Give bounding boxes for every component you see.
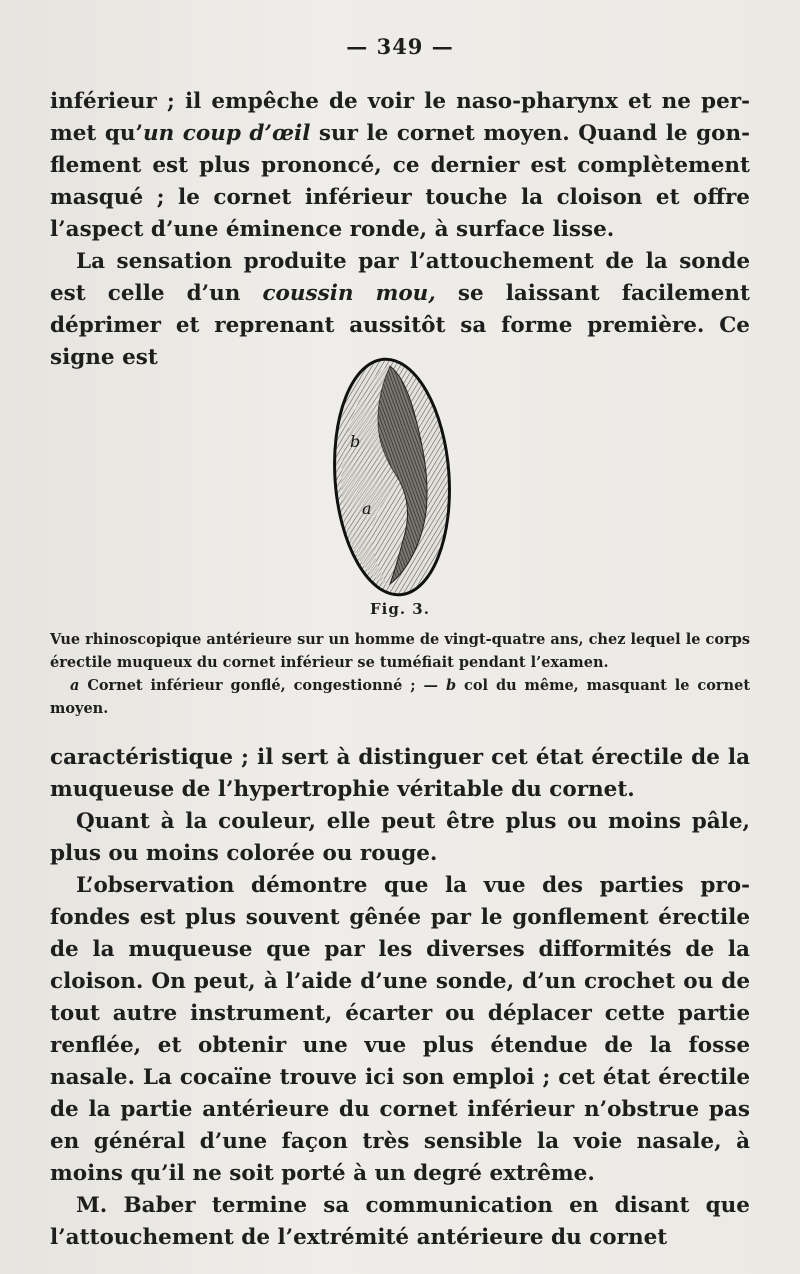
paragraph [50,1190,750,1254]
page-number: — 349 — [346,34,454,59]
text-run: sur le cornet moyen. Quand le gon-flement est plus prononcé, ce dernier est complètement masqué ; le cornet inférieur touche la cloison et offre l’aspect d’une éminence ronde, à surface lisse. [50,121,750,242]
paragraph [50,806,750,870]
caption-main: Vue rhinoscopique antérieure sur un homme de vingt-quatre ans, chez lequel le corps érectile muqueux du cornet inférieur se tuméfiait pendant l’examen. [50,631,750,671]
text-run: se laissant facilement déprimer et reprenant aussitôt sa forme première. Ce signe est [50,281,750,370]
text-run: Quant à la couleur, elle peut être plus ou moins pâle, plus ou moins colorée ou rouge. [50,809,750,866]
text-run: L’observation démontre que la vue des parties pro-fondes est plus souvent gênée par le gonflement érectile de la muqueuse que par les diverses difformités de la cloison. On peut, à l’aide d’une sonde, d’un crochet ou de tout autre instrument, écarter ou déplacer cette partie renflée, et obtenir une vue plus étendue de la fosse nasale. La cocaïne trouve ici son emploi ; cet état érectile de la partie antérieure du cornet inférieur n’obstrue pas en général d’une façon très sensible la voie nasale, à moins qu’il ne soit porté à un degré extrême. [50,873,750,1186]
italic-phrase: coussin mou, [262,281,436,306]
text-run: caractéristique ; il sert à distinguer cet état érectile de la muqueuse de l’hypertrophie véritable du cornet. [50,745,750,802]
caption-letter-b: b [445,677,457,694]
top-text-block [50,86,750,374]
text-run: M. Baber termine sa communication en disant que l’attouchement de l’extrémité antérieure du cornet [50,1193,750,1250]
bottom-text-block [50,742,750,1254]
figure-letter-b: b [350,432,361,451]
caption-legend-a: Cornet inférieur gonflé, congestionné ; — [79,677,446,694]
rhinoscopic-figure [330,352,460,602]
paragraph [50,870,750,1190]
text-run: inférieur ; il empêche de voir le naso-pharynx et ne per-met qu’ [50,89,750,146]
text-run: La sensation produite par l’attouchement de la sonde est celle d’un [50,249,750,306]
paragraph [50,86,750,246]
figure-caption [50,628,750,720]
figure-label: Fig. 3. [370,600,430,618]
italic-phrase: un coup d’œil [143,121,311,146]
caption-legend-b: col du même, masquant le cornet moyen. [50,677,751,717]
caption-letter-a: a [70,677,80,694]
caption-legend [50,674,750,720]
paragraph [50,742,750,806]
figure-letter-a: a [362,499,372,518]
